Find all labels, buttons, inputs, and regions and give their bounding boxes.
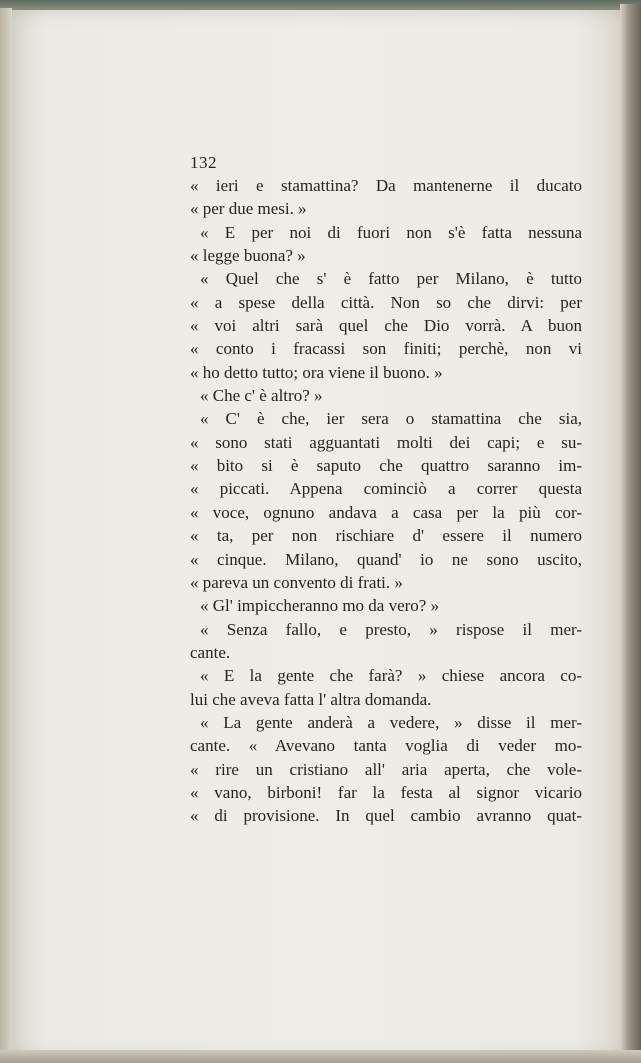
text-line: « cinque. Milano, quand' io ne sono uscito,	[190, 549, 582, 569]
text-lines	[190, 174, 582, 828]
text-line: cante.	[190, 642, 231, 662]
page-text-block	[190, 152, 582, 828]
text-line: cante. « Avevano tanta voglia di veder mo-	[190, 736, 582, 756]
text-line: « ta, per non rischiare d' essere il numero	[190, 526, 582, 546]
text-line: « bito si è saputo che quattro saranno im-	[190, 456, 582, 476]
text-line: « ho detto tutto; ora viene il buono. »	[190, 362, 443, 382]
text-line: « Che c' è altro? »	[200, 386, 323, 406]
text-line: « a spese della città. Non so che dirvi: per	[190, 292, 582, 312]
text-line: « E per noi di fuori non s'è fatta nessuna	[200, 222, 582, 242]
text-line: « voi altri sarà quel che Dio vorrà. A buon	[190, 316, 582, 336]
text-line: « pareva un convento di frati. »	[190, 572, 403, 592]
text-line: « di provisione. In quel cambio avranno quat-	[190, 806, 582, 826]
text-line: « Senza fallo, e presto, » rispose il mer-	[200, 619, 582, 639]
text-line: « Quel che s' è fatto per Milano, è tutto	[200, 269, 582, 289]
page-right-edge	[620, 4, 641, 1063]
text-line: « conto i fracassi son finiti; perchè, non vi	[190, 339, 582, 359]
text-line: « ieri e stamattina? Da mantenerne il ducato	[190, 176, 582, 195]
text-line: « voce, ognuno andava a casa per la più cor-	[190, 502, 582, 522]
text-line: « sono stati agguantati molti dei capi; e su-	[190, 432, 582, 452]
text-line: « E la gente che farà? » chiese ancora co-	[200, 666, 582, 686]
text-line: « C' è che, ier sera o stamattina che sia,	[200, 409, 582, 429]
text-line: « legge buona? »	[190, 246, 306, 266]
text-line: lui che aveva fatta l' altra domanda.	[190, 689, 432, 709]
text-line: « per due mesi. »	[190, 199, 307, 219]
text-line: « vano, birboni! far la festa al signor vicario	[190, 782, 582, 802]
text-line: « Gl' impiccheranno mo da vero? »	[200, 596, 440, 616]
page-bottom-edge	[0, 1050, 641, 1063]
text-line: « La gente anderà a vedere, » disse il mer-	[200, 712, 582, 732]
book-top-edge	[0, 0, 641, 10]
page-left-edge	[0, 8, 12, 1063]
page-number: 132	[190, 153, 217, 172]
text-line: « piccati. Appena cominciò a correr questa	[190, 479, 582, 499]
text-line: « rire un cristiano all' aria aperta, che vole-	[190, 759, 582, 779]
